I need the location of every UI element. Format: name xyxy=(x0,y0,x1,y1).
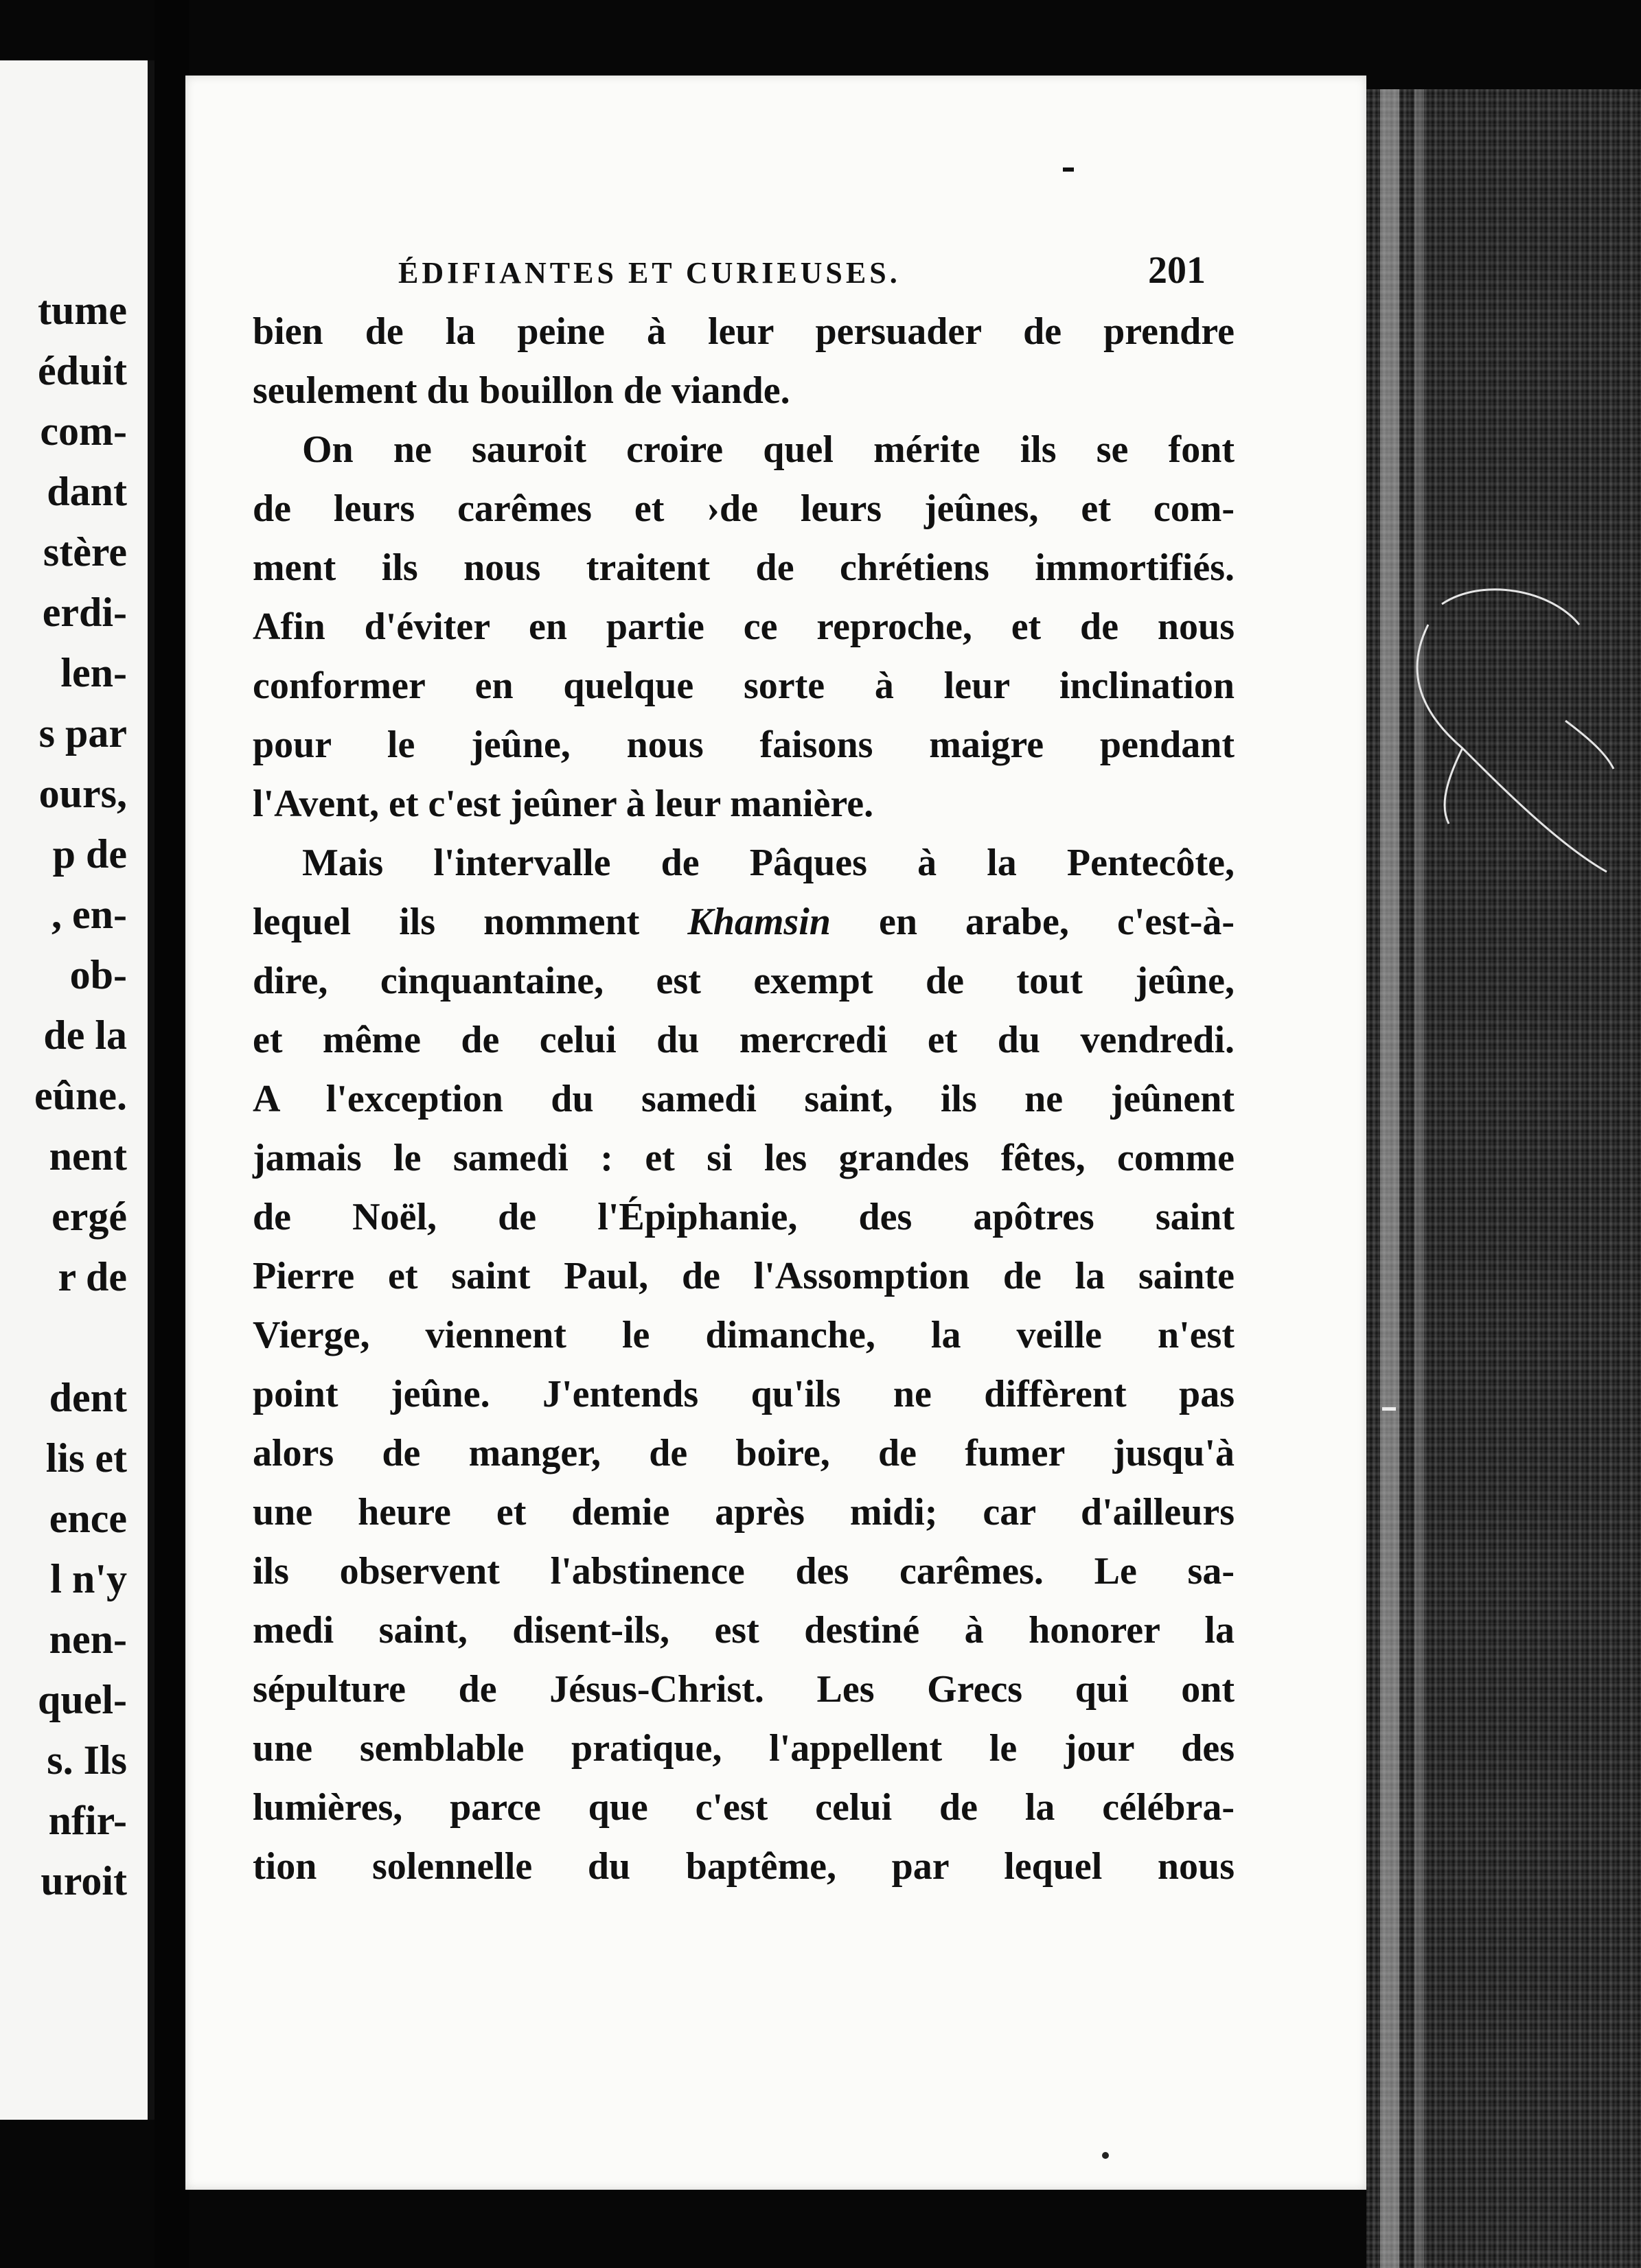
left-line: dent xyxy=(49,1375,127,1420)
left-line: nen- xyxy=(49,1617,127,1662)
left-line: lis et xyxy=(45,1435,127,1481)
text-line: ils observent l'abstinence des carêmes. Le sa- xyxy=(253,1550,1235,1593)
text-run: en arabe, c'est-à- xyxy=(878,901,1235,943)
text-line: et même de celui du mercredi et du vendredi. xyxy=(253,1019,1235,1061)
left-line: stère xyxy=(43,529,127,575)
text-line: dire, cinquantaine, est exempt de tout jeûne, xyxy=(253,960,1235,1002)
left-line: p de xyxy=(52,831,127,877)
text-line: Vierge, viennent le dimanche, la veille n'est xyxy=(253,1314,1235,1356)
margin-mark xyxy=(1382,1407,1396,1411)
book-gutter xyxy=(154,0,189,2268)
left-line: tume xyxy=(38,288,127,333)
ink-speck xyxy=(1102,2152,1109,2159)
left-line: erdi- xyxy=(42,590,127,635)
text-line: bien de la peine à leur persuader de prendre xyxy=(253,310,1235,353)
left-facing-page xyxy=(0,60,154,2120)
left-line: s. Ils xyxy=(47,1737,127,1783)
text-line: ment ils nous traitent de chrétiens immortifiés. xyxy=(253,546,1235,589)
text-line: medi saint, disent-ils, est destiné à honorer la xyxy=(253,1609,1235,1652)
left-line: com- xyxy=(40,408,127,454)
text-line: jamais le samedi : et si les grandes fêtes, comme xyxy=(253,1137,1235,1179)
left-line: uroit xyxy=(41,1858,127,1903)
left-line: ergé xyxy=(51,1194,127,1239)
left-line: ours, xyxy=(38,771,127,816)
text-line: Afin d'éviter en partie ce reproche, et de nous xyxy=(253,605,1235,648)
stray-thread-graphic xyxy=(1401,583,1620,913)
text-line: tion solennelle du baptême, par lequel nous xyxy=(253,1845,1235,1888)
left-line: r de xyxy=(58,1254,127,1299)
text-line: Pierre et saint Paul, de l'Assomption de la sainte xyxy=(253,1255,1235,1297)
italic-term: Khamsin xyxy=(687,901,831,943)
left-line: nent xyxy=(49,1133,127,1179)
text-run: lequel ils nomment xyxy=(253,901,640,943)
text-line: l'Avent, et c'est jeûner à leur manière. xyxy=(253,783,874,825)
left-line: nfir- xyxy=(48,1798,127,1843)
left-line: quel- xyxy=(37,1677,127,1722)
book-fore-edge xyxy=(1366,89,1641,2268)
text-line: de leurs carêmes et ›de leurs jeûnes, et com- xyxy=(253,487,1235,530)
text-line: Mais l'intervalle de Pâques à la Pentecôte, xyxy=(302,842,1235,884)
left-line: éduit xyxy=(37,348,127,393)
text-line: point jeûne. J'entends qu'ils ne diffèrent pas xyxy=(253,1373,1235,1415)
text-line: sépulture de Jésus-Christ. Les Grecs qui ont xyxy=(253,1668,1235,1711)
left-line: len- xyxy=(60,650,127,695)
left-line: eûne. xyxy=(34,1073,127,1118)
left-line: ob- xyxy=(69,952,127,997)
left-line: s par xyxy=(38,710,127,756)
text-line: On ne sauroit croire quel mérite ils se font xyxy=(302,428,1235,471)
text-line: seulement du bouillon de viande. xyxy=(253,369,790,412)
text-line: A l'exception du samedi saint, ils ne jeûnent xyxy=(253,1078,1235,1120)
page-number: 201 xyxy=(1148,249,1206,292)
text-line: de Noël, de l'Épiphanie, des apôtres saint xyxy=(253,1196,1235,1238)
text-line-with-italic xyxy=(253,896,1235,948)
printed-mark xyxy=(1063,167,1074,172)
running-head: ÉDIFIANTES ET CURIEUSES. xyxy=(398,256,901,290)
left-line: de la xyxy=(43,1012,127,1058)
left-line: dant xyxy=(47,469,127,514)
left-line: ence xyxy=(49,1496,127,1541)
text-line: une heure et demie après midi; car d'ailleurs xyxy=(253,1491,1235,1534)
edge-texture xyxy=(1366,89,1641,2268)
text-line: lumières, parce que c'est celui de la célébra- xyxy=(253,1786,1235,1829)
text-line: une semblable pratique, l'appellent le jour des xyxy=(253,1727,1235,1770)
text-line: pour le jeûne, nous faisons maigre pendant xyxy=(253,724,1235,766)
text-line: conformer en quelque sorte à leur inclination xyxy=(253,664,1235,707)
left-line: l n'y xyxy=(50,1556,127,1601)
left-line: , en- xyxy=(51,892,127,937)
text-line: alors de manger, de boire, de fumer jusqu'à xyxy=(253,1432,1235,1474)
